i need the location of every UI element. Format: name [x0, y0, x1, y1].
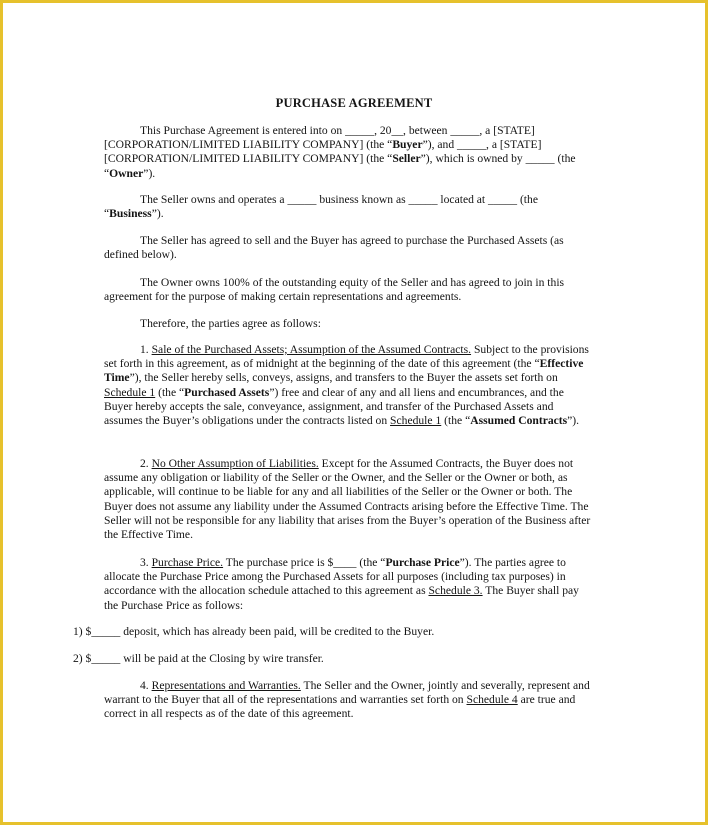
business-text: The Seller owns and operates a _____ business known as _____ located at _____ (the “: [104, 193, 538, 221]
therefore-paragraph: [104, 317, 592, 331]
section-heading: No Other Assumption of Liabilities.: [151, 457, 319, 470]
intro-text: ”).: [143, 166, 156, 180]
business-term: Business: [109, 207, 152, 221]
section-text: Subject to the provisions set forth in this agreement, as of midnight at the beginning of the date of this agreement (the “: [104, 343, 589, 371]
section-text: (the “: [155, 385, 185, 399]
therefore-text: Therefore, the parties agree as follows:: [140, 317, 321, 330]
section-heading: Sale of the Purchased Assets; Assumption of the Assumed Contracts.: [151, 343, 472, 356]
purchased-assets-term: Purchased Assets: [184, 385, 270, 399]
section-heading: Representations and Warranties.: [151, 679, 301, 692]
effective-time-term: Effective Time: [104, 357, 584, 385]
document-page: [3, 3, 705, 822]
purchase-price-term: Purchase Price: [385, 556, 460, 569]
section-number: 2.: [140, 457, 152, 470]
schedule-reference: Schedule 4: [466, 693, 518, 707]
section-heading: Purchase Price.: [151, 556, 224, 569]
intro-paragraph: [104, 124, 592, 181]
buyer-term: Buyer: [392, 138, 423, 152]
section-text: are true and correct in all respects as of the date of this agreement.: [104, 693, 576, 721]
schedule-reference: Schedule 1: [104, 385, 156, 399]
assumed-contracts-term: Assumed Contracts: [470, 414, 568, 428]
section-text: The Buyer shall pay the Purchase Price as follows:: [104, 584, 579, 612]
section-text: The purchase price is $____ (the “: [223, 556, 386, 569]
section-4: [104, 679, 592, 722]
intro-text: This Purchase Agreement is entered into on _____, 20__, between _____, a [STATE] [CORPORATION/LIMITED LIABILITY COMPANY] (the “: [104, 124, 535, 152]
section-text: ”). The parties agree to allocate the Purchase Price among the Purchased Assets for all purposes (including tax purposes) in accordance with the allocation schedule attached to this agreement as: [104, 556, 566, 598]
section-number: 1.: [140, 343, 152, 356]
section-1: [104, 343, 592, 428]
intro-text: ”), and _____, a [STATE] [CORPORATION/LIMITED LIABILITY COMPANY] (the “: [104, 138, 542, 166]
section-text: ”), the Seller hereby sells, conveys, assigns, and transfers to the Buyer the assets set forth on: [129, 371, 558, 385]
section-number: 4.: [140, 679, 152, 692]
section-text: Except for the Assumed Contracts, the Buyer does not assume any obligation or liability of the Seller or the Owner, and the Seller or the Owner or both, as applicable, will continue to be liable for any and all liabilities of the Seller or the Owner or both. The Buyer does not assume any liability under the Assumed Contracts arising before the Effective Time. The Seller will not be responsible for any liability that arises from the Buyer’s operation of the Business after the Effective Time.: [104, 457, 591, 542]
seller-term: Seller: [392, 152, 421, 166]
section-text: (the “: [441, 414, 471, 428]
sale-paragraph: [104, 234, 592, 262]
section-text: ”) free and clear of any and all liens and encumbrances, and the Buyer hereby accepts the sale, conveyance, assignment, and transfer of the Purchased Assets and assumes the Buyer’s obligations under the contracts listed on: [104, 385, 564, 428]
owner-paragraph: [104, 276, 592, 304]
section-3: [104, 556, 592, 613]
owner-text: The Owner owns 100% of the outstanding equity of the Seller and has agreed to join in this agreement for the purpose of making certain representations and agreements.: [104, 276, 565, 304]
document-title: PURCHASE AGREEMENT: [275, 96, 433, 110]
section-text: ”).: [567, 414, 580, 428]
business-paragraph: [104, 193, 592, 221]
schedule-reference: Schedule 1: [390, 414, 442, 428]
schedule-reference: Schedule 3.: [428, 584, 483, 598]
section-number: 3.: [140, 556, 152, 569]
section-text: The Seller and the Owner, jointly and severally, represent and warrant to the Buyer that all of the representations and warranties set forth on: [104, 679, 590, 707]
intro-text: ”), which is owned by _____ (the “: [104, 152, 576, 180]
sale-text: The Seller has agreed to sell and the Buyer has agreed to purchase the Purchased Assets (as defined below).: [104, 234, 564, 262]
owner-term: Owner: [109, 166, 144, 180]
section-2: [104, 457, 592, 542]
payment-item-1: 1) $_____ deposit, which has already been paid, will be credited to the Buyer.: [73, 625, 435, 638]
business-text: ”).: [151, 207, 164, 221]
payment-item-2: 2) $_____ will be paid at the Closing by wire transfer.: [73, 652, 324, 665]
